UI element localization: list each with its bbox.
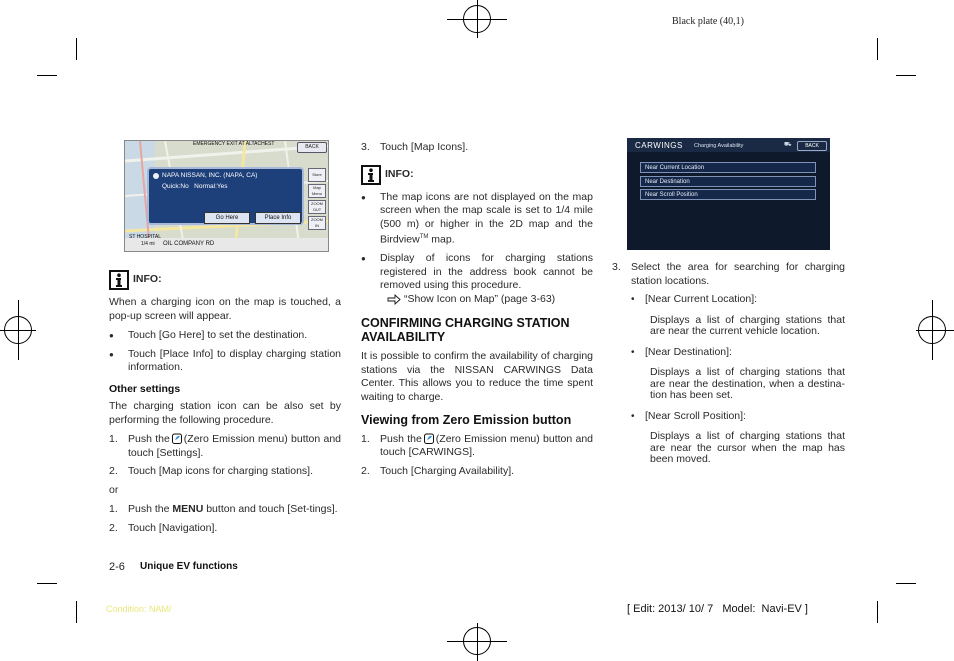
middle-column [361, 141, 593, 483]
crop-mark [37, 583, 57, 584]
other-settings-heading: Other settings [109, 382, 181, 395]
car-icon: ⛟ [784, 142, 792, 148]
crop-mark [896, 583, 916, 584]
left-column [109, 270, 341, 540]
info-label: INFO: [385, 167, 414, 180]
list-item: 1. Push the MENU button and touch [Set-tings]. [109, 503, 338, 515]
list-item: ● Display of icons for charging stations registered in the address book cannot be removed using this procedure. [361, 252, 593, 291]
crop-mark [76, 601, 77, 623]
list-item: • [Near Scroll Position]: [631, 409, 746, 422]
menu-button-label: MENU [172, 503, 204, 515]
list-item: ● Touch [Place Info] to display charging station information. [109, 347, 341, 373]
plate-label: Black plate (40,1) [672, 16, 744, 27]
info-icon [361, 165, 381, 185]
map-bottom-label: OIL COMPANY RD [163, 241, 215, 247]
list-item: 3. Touch [Map Icons]. [361, 141, 469, 153]
or-text: or [109, 483, 119, 496]
popup-title: NAPA NISSAN, INC. (NAPA, CA) [162, 172, 258, 179]
zoom-in-button[interactable]: ZOOM IN [308, 216, 326, 230]
info-header [361, 165, 593, 185]
subheading: Viewing from Zero Emission button [361, 413, 572, 427]
item-description: Displays a list of charging stations that are near the cursor when the map has been moved. [650, 430, 845, 465]
carwings-logo: CARWINGS [635, 141, 683, 150]
carwings-title: Charging Availability [694, 143, 744, 149]
crop-mark [76, 38, 77, 60]
list-item: ● The map icons are not displayed on the map screen when the map scale is set to 1/4 mile (500 m) or higher in the 2D map and the Birdview™ map. [361, 190, 593, 246]
list-item: 2. Touch [Navigation]. [109, 521, 218, 534]
other-settings-text: The charging station icon can be also set by performing the following procedure. [109, 400, 341, 426]
zoom-out-button[interactable]: ZOOM OUT [308, 200, 326, 214]
list-item: • [Near Current Location]: [631, 293, 758, 305]
place-popup [147, 167, 304, 225]
section-text: It is possible to confirm the availability of charging stations via the NISSAN CARWINGS Data Center. This allows you to reduce the time spent waiting to charge. [361, 350, 593, 403]
map-scale: 1/4 mi [141, 241, 155, 247]
near-scroll-position-button[interactable]: Near Scroll Position [640, 189, 816, 200]
reference-hand-icon [387, 294, 401, 305]
list-item: 2. Touch [Map icons for charging stations]. [109, 465, 314, 477]
place-info-button[interactable]: Place Info [255, 212, 301, 224]
section-name: Unique EV functions [140, 561, 238, 572]
condition-label: Condition: NAM/ [106, 604, 172, 614]
map-side-buttons [308, 168, 326, 240]
info-label: INFO: [133, 273, 162, 286]
item-description: Displays a list of charging stations that are near the current vehicle location. [650, 313, 845, 337]
map-menu-button[interactable]: Map Menu [308, 184, 326, 198]
location-pin-icon [153, 173, 159, 179]
list-item: 1. Push the (Zero Emission menu) button and touch [CARWINGS]. [361, 432, 593, 458]
back-button[interactable]: BACK [797, 141, 827, 151]
back-button[interactable]: BACK [297, 142, 327, 153]
list-item: • [Near Destination]: [631, 345, 732, 358]
zero-emission-icon [172, 433, 182, 444]
right-column [612, 261, 845, 471]
crop-mark [896, 75, 916, 76]
crop-mark [877, 38, 878, 60]
list-item: 1. Push the (Zero Emission menu) button and touch [Settings]. [109, 433, 341, 459]
crop-mark [877, 601, 878, 623]
store-button[interactable]: Store [308, 168, 326, 182]
page-reference: “Show Icon on Map” (page 3-63) [361, 293, 593, 307]
map-screenshot [124, 140, 329, 252]
item-description: Displays a list of charging stations that are near the destination, when a destina-tion has been set. [650, 366, 845, 401]
list-item: 3. Select the area for searching for charging station locations. [612, 261, 845, 287]
map-top-label: EMERGENCY EXIT AT ALTACHEST [193, 141, 275, 147]
carwings-screenshot [627, 138, 830, 250]
info-header [109, 270, 341, 290]
info-icon [109, 270, 129, 290]
near-current-location-button[interactable]: Near Current Location [640, 162, 816, 173]
go-here-button[interactable]: Go Here [204, 212, 250, 224]
edit-info: [ Edit: 2013/ 10/ 7 Model: Navi-EV ] [627, 603, 808, 615]
section-heading: CONFIRMING CHARGING STATION AVAILABILITY [361, 316, 570, 344]
info-text: When a charging icon on the map is touched, a pop-up screen will appear. [109, 296, 341, 322]
crop-mark [37, 75, 57, 76]
popup-detail: Quick:No Normal:Yes [162, 183, 228, 190]
list-item: ● Touch [Go Here] to set the destination. [109, 329, 308, 341]
zero-emission-icon [424, 433, 434, 444]
page-number: 2-6 [109, 561, 125, 573]
near-destination-button[interactable]: Near Destination [640, 176, 816, 187]
map-street-label: ST HOSPITAL [129, 234, 162, 240]
list-item: 2. Touch [Charging Availability]. [361, 464, 515, 477]
